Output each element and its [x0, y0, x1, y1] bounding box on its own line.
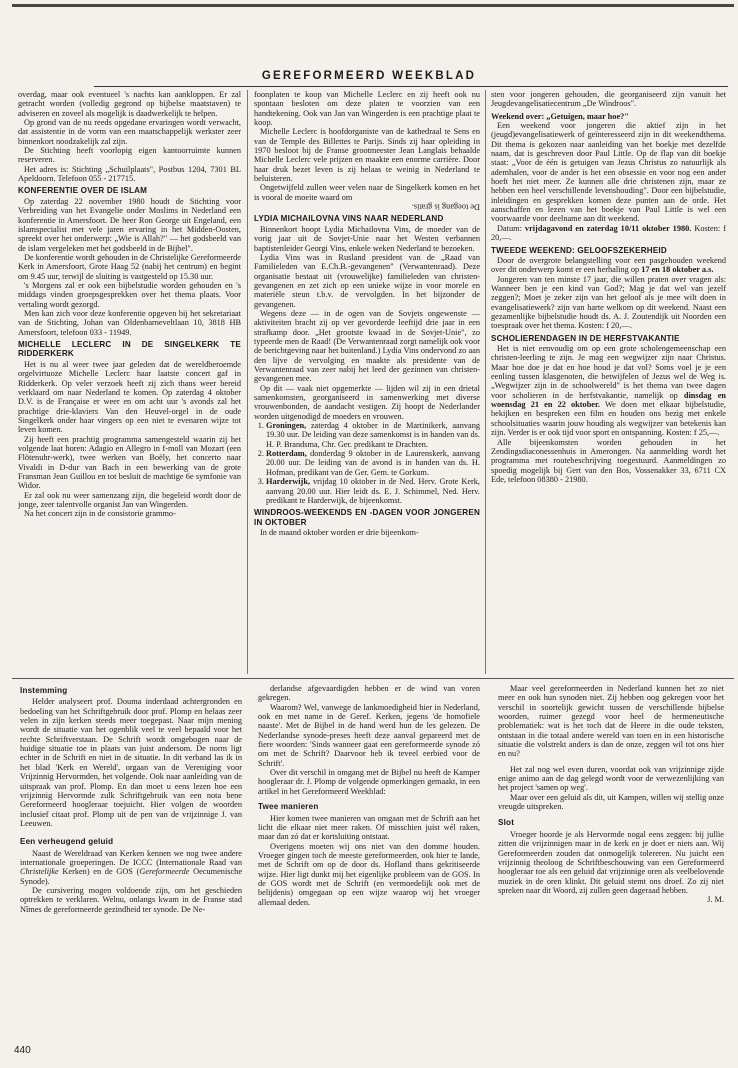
section-heading: Een verheugend geluid [20, 837, 114, 847]
section-heading: TWEEDE WEEKEND: GELOOFSZEKERHEID [491, 245, 667, 255]
section-heading: WINDROOS-WEEKENDS EN -DAGEN VOOR JONGEREN IN OKTOBER [254, 508, 480, 527]
paragraph: Lydia Vins was in Rusland president van de „Raad van Familieleden van E.Ch.B.-gevangenen" (Verwantenraad). Deze organisatie bestaat uit (vrouwelijke) familieleden van christen-gevangenen en zet zich op een unieke wijze in voor morele en materiële steun t.b.v. de vervolgden. In het bijzonder de gevangenen. [254, 252, 480, 309]
paragraph: foonplaten te koop van Michelle Leclerc en zij heeft ook nu spontaan besloten om deze platen te voorzien van een handtekening. Ook van Jan van Wingerden is een prachtige plaat te koop. [254, 90, 480, 128]
section-heading: SCHOLIERENDAGEN IN DE HERFSTVAKANTIE [491, 333, 680, 343]
paragraph: Datum: vrijdagavond en zaterdag 10/11 oktober 1980. Kosten: f 20,—. [491, 223, 726, 243]
paragraph: Naast de Wereldraad van Kerken kennen we nog twee andere internationale groeperingen. De ICCC (Internationale Raad van Christelijke Kerken) en de GOS (Gereformeerde Oecumenische Synode). [20, 848, 242, 886]
section-heading: Twee manieren [258, 802, 319, 812]
top-border [12, 4, 734, 7]
paragraph: Men kan zich voor deze konferentie opgeven bij het sekretariaat van de Stichting, Johan van Oldenbarneveltlaan 10, 3818 HB Amersfoort, telefoon 033 - 11949. [18, 308, 241, 337]
paragraph: De Stichting heeft voorlopig eigen kantoorruimte kunnen reserveren. [18, 146, 241, 165]
upper-column-3 [491, 90, 726, 676]
paragraph: Ongetwijfeld zullen weer velen naar de Singelkerk komen en het is vooral de moeite waard om [254, 183, 480, 202]
masthead: GEREFORMEERD WEEKBLAD [261, 70, 477, 82]
column-rule [485, 90, 486, 674]
section-heading: MICHELLE LECLERC IN DE SINGELKERK TE RIDDERKERK [18, 340, 241, 359]
lower-column-2 [258, 684, 480, 1036]
paragraph: Over dit verschil in omgang met de Bijbel nu heeft de Kamper hoogleraar dr. J. Plomp de volgende opmerkingen gemaakt, in een artikel in het Gereformeerd Weekblad: [258, 768, 480, 796]
paragraph: Michelle Leclerc is hoofdorganiste van de kathedraal te Sens en van de Temple des Billettes te Parijs. Sinds zij haar opleiding in 1970 besloot bij de Franse grootmeester Jean Langlais behaalde Michelle Leclerc vele prijzen en maakte een enorme carrière. Door haar druk bezet leven is zij helaas te weinig in Nederland te beluisteren. [254, 127, 480, 184]
paragraph: Vroeger hoorde je als Hervormde nogal eens zeggen: bij jullie zitten die vrijzinnigen maar in de kerk en je doet er niets aan. Wij Gereformeerden zouden dat onmogelijk tolereren. Nu juicht een vrijzinnig theoloog de Schriftbeschouwing van een Gereformeerd hoogleraar toe als een geluid dat vrijzinnige oren als veelbelovende muziek in de oren klinkt. Dit geluid stemt ons droef. Zo zij niet spreken naar dit Woord, zij zullen geen dageraad hebben. [498, 829, 724, 895]
paragraph: Het zal nog wel even duren, voordat ook van vrijzinnige zijde enige animo aan de dag gelegd wordt voor de verwezenlijking van het project 'samen op weg'. [498, 764, 724, 793]
upside-down-line: De toegang is gratis. [411, 202, 480, 212]
paragraph: Jongeren van ten minste 17 jaar, die willen praten over vragen als: Wanneer ben je een kind van God?; Mag je dat wel van jezelf zeggen?; Moet je zeker zijn van het geloof als je mee wilt doen in evangelisatiewerk? zijn van harte welkom op dit weekend. Naast een gezamenlijke bijbelstudie houdt ds. A. J. Zoutendijk uit Noorden een toespraak over het thema. Kosten: f 20,—. [491, 274, 726, 331]
paragraph: Er zal ook nu weer samenzang zijn, die begeleid wordt door de jonge, zeer talentvolle organist Jan van Wingerden. [18, 490, 241, 509]
column-rule [247, 90, 248, 674]
paragraph: De konferentie wordt gehouden in de Christelijke Gereformeerde Kerk in Amersfoort, Grote Haag 52 (nabij het centrum) en begint om 9.45 uur, terwijl de sluiting is vastgesteld op 15.30 uur. [18, 252, 241, 281]
paragraph: Maar veel gereformeerden in Nederland kunnen het zo niet meer en ook hun synoden niet. Zij hebben oog gekregen voor het verschil in soortelijk gewicht tussen de verschillende bijbelse woorden, ruimer gezegd voor heel de hermeneutische problematiek: wat is het toch dat de Heere in die oude teksten, ontstaan in die totaal andere wereld van toen en in een historische situatie die volstrekt anders is dan de onze, zeggen wil tot ons hier en nu? [498, 684, 724, 759]
paragraph: De cursivering mogen voldoende zijn, om het geschieden optrekken te verklaren. Welnu, onlangs kwam in de Franse stad Nîmes de gereformeerde gezindheid ter synode. De Ne- [20, 886, 242, 914]
paragraph: Op zaterdag 22 november 1980 houdt de Stichting voor Verbreiding van het Evangelie onder Moslims in Nederland een konferentie in Amersfoort. De heer Ron George uit Engeland, een islamspecialist met vele jaren ervaring in het Midden-Oosten, spreekt over het onderwerp: „Wie is Allah?" — het godsbeeld van de islam vergeleken met het godsbeeld in de Bijbel". [18, 196, 241, 253]
section-divider [12, 678, 734, 679]
list-item: 1. Groningen, zaterdag 4 oktober in de Martinikerk, aanvang 19.30 uur. De leiding van deze samenkomst is in handen van ds. H. P. Brandsma, Chr. Ger. predikant te Drachten. [266, 421, 480, 449]
paragraph: Maar over een geluid als dit, uit Kampen, willen wij stellig onze vreugde uitspreken. [498, 792, 724, 812]
paragraph: Overigens moeten wij ons niet van den domme houden. Vroeger gingen toch de meeste gereformeerden, ook hier te lande, met de Schrift om op de door ds. Hofland thans gekritiseerde wijze. Hier ligt dunkt mij het eigenlijke probleem van de GOS. In de GOS wordt met de Schrift (en vermoedelijk ook met de belijdenis) omgegaan op een wijze waarop wij het vroeger allemaal deden. [258, 841, 480, 907]
paragraph: Helder analyseert prof. Douma inderdaad achtergronden en bedoeling van het Schriftgebruik door prof. Plomp en helaas zeer velen in zijn kerken steeds meer toegepast. Naar mijn mening wordt de situatie van het ogenblik veel te veel bepaald voor het rechte Schriftverstaan. De Schrift wordt omgebogen naar de huidige situatie toe in plaats van juist andersom. De norm ligt echter in de Schrift en niet in de situatie. In dit verband las ik in het blad 'Kerk en Wereld', orgaan van de Vereniging voor Vrijzinnig Hervormden, het volgende. Ook naar aanleiding van de uitspraak van prof. Plomp. En dan moet u eens lezen hoe een vrijzinnig Hervormde zulk Schriftgebruik van een nota bene Gereformeerd hoogleraar toejuicht. Hier volgen de woorden inclusief citaat prof. Plomp uit de pen van de vrijzinnige J. van Leeuwen. [20, 697, 242, 828]
list-item: 2. Rotterdam, donderdag 9 oktober in de Laurenskerk, aanvang 20.00 uur. De leiding van de avond is in handen van ds. H. Hofman, predikant van de Ger. Gem. te Gorkum. [266, 449, 480, 477]
paragraph: Alle bijeenkomsten worden gehouden in het Zendingsdiaconessenhuis in Amerongen. Na aanmelding wordt het programma met routebeschrijving toegestuurd. Aanmeldingen zo spoedig mogelijk bij Gert van den Bos, Vossenakker 33, 6711 CX Ede, telefoon 08380 - 21980. [491, 437, 726, 484]
upper-column-1 [18, 90, 241, 676]
section-heading: Slot [498, 818, 515, 828]
paragraph: In de maand oktober worden er drie bijeenkom- [260, 528, 419, 537]
upper-column-2 [254, 90, 480, 676]
subheading: Weekend over: „Getuigen, maar hoe?" [491, 111, 629, 121]
list-item: 3. Harderwijk, vrijdag 10 oktober in de Ned. Herv. Grote Kerk, aanvang 20.00 uur. Hier leidt ds. E. J. Schimmel, Ned. Herv. predikant te Harderwijk, de bijeenkomst. [266, 477, 480, 505]
paragraph: 's Morgens zal er ook een bijbelstudie worden gehouden en 's middags vinden groepsgesprekken over het thema plaats. Voor vertaling wordt gezorgd. [18, 280, 241, 309]
paragraph: Het is nu al weer twee jaar geleden dat de wereldberoemde orgelvirtuoze Michelle Leclerc haar laatste concert gaf in Ridderkerk. Op veler verzoek heeft zij zich thans weer bereid verklaard om naar Nederland te komen. Op zaterdag 4 oktober D.V. is de Française er weer en om acht uur 's avonds zal het prachtige drie-klaviers Van den Heuvel-orgel in de oude Singelkerk onder haar vingers op een niet te evenaren wijze tot leven komen. [18, 359, 241, 435]
paragraph: Een weekend voor jongeren die aktief zijn in het (jeugd)evangelisatiewerk of geïnteresseerd zijn in dit weekendthema. Dit thema is gekozen naar aanleiding van het boekje met dezelfde naam, dat is geschreven door Paul Little. Op de flap van dit boekje staat: „Voor de één is getuigen van Jezus Christus zo natuurlijk als ademhalen, voor de ander is het een obsessie en voor nog een ander hoeft het niet meer. Ze kunnen alle drie christenen zijn, maar ze hebben een heel verschillende levenshouding". Door een bijbelstudie, inleidingen en gesprekken komen deze punten aan de orde. Het aanschaffen en lezen van het boekje van Paul Little is wel een voorwaarde voor deelname aan dit weekend. [491, 121, 726, 224]
paragraph: Door de overgrote belangstelling voor een pasgehouden weekend over dit onderwerp komt er een herhaling op 17 en 18 oktober a.s. [491, 255, 726, 275]
masthead-rule [94, 86, 728, 87]
paragraph: Op dit — vaak niet opgemerkte — lijden wil zij in een drietal samenkomsten, georganiseerd in samenwerking met diverse vrouwenbonden, de aandacht vestigen. Zij hoopt de Nederlander worden uitgenodigd de moeders en vrouwen. [254, 383, 480, 421]
section-heading: Instemming [20, 686, 68, 695]
paragraph: derlandse afgevaardigden hebben er de wind van voren gekregen. [258, 684, 480, 703]
paragraph: Hier komen twee manieren van omgaan met de Schrift aan het licht die elkaar niet meer raken. Of misschien juist wél raken, maar dan zó dat er kortsluiting ontstaat. [258, 813, 480, 842]
paragraph: Het adres is: Stichting „Schuilplaats", Postbus 1204, 7301 BL Apeldoorn. Telefoon 055 - 217715. [18, 164, 241, 184]
page-number: 440 [14, 1045, 31, 1056]
section-heading: LYDIA MICHAILOVNA VINS NAAR NEDERLAND [254, 214, 444, 224]
lower-column-1 [20, 684, 242, 1036]
section-heading: KONFERENTIE OVER DE ISLAM [18, 186, 148, 196]
paragraph: Zij heeft een prachtig programma samengesteld waarin zij het volgende laat horen: Adagio en Allegro in f-moll van Mozart (een Flötenuhr-werk), twee werken van Boëly, het concerto naar Vivaldi in D-dur van Bach in een bewerking van de grote Fransman Jean Guillou en tot besluit de machtige 6e symfonie van Widor. [18, 434, 241, 491]
meeting-list [254, 421, 480, 505]
paragraph: Wegens deze — in de ogen van de Sovjets ongewenste — aktiviteiten bracht zij op ver gevorderde leeftijd drie jaar in een strafkamp door. „Het grootste kwaad in de Sovjet-Unie", zo typeerde men de Raad! (De Verwantenraad zorgt namelijk ook voor de berichtgeving naar het buitenland.) Lydia Vins ondervond zo aan den lijve de vervolging en maakte als presidente van de Verwantenraad van zeer nabij het leed der gezinnen van christen-gevangenen mee. [254, 308, 480, 384]
paragraph: overdag, maar ook eventueel 's nachts kan aankloppen. Er zal getracht worden (volledig gegrond op bijbelse maatstaven) te adviseren en zoveel als mogelijk is daadwerkelijk te helpen. [18, 90, 241, 118]
paragraph: Waarom? Wel, vanwege de lankmoedigheid hier in Nederland, ook en met name in de Geref. Kerken, jegens 'de homofiele naaste'. Met de Bijbel in de hand werd hun de les gelezen. De Nederlandse synode-preses heeft deze aanval gepareerd met de fiere woorden: 'Sinds wanneer gaat een gereformeerde synode zó om met de Schrift? Daarvoor heb ik teveel eerbied voor de Schrift'. [258, 702, 480, 768]
paragraph: Binnenkort hoopt Lydia Michailovna Vins, de moeder van de vorig jaar uit de Sovjet-Unie naar het Westen verbannen baptistenleider Georgi Vins, enkele weken Nederland te bezoeken. [254, 224, 480, 253]
paragraph: Het is niet eenvoudig om op een grote scholengemeenschap een christen-leerling te zijn. Je mag een wegwijzer zijn naar Christus. Maar hoe doe je dat en hoe houd je dat vol? Soms voel je je een eenling tussen klasgenoten, die betwijfelen of Jezus wel de Weg is. „Wegwijzer zijn in de schoolwereld" is het thema van twee dagen voor scholieren in de herfstvakantie, namelijk op dinsdag en woensdag 21 en 22 oktober. We doen met elkaar bijbelstudie, bekijken en bespreken een film en houden ons bezig met enkele schoolsituaties waarin jouw houding als wegwijzer van betekenis kan zijn. Verder is er ook tijd voor sport en ontspanning. Kosten: f 25,—. [491, 344, 726, 438]
lower-column-3 [498, 684, 724, 1036]
signature: J. M. [707, 895, 724, 905]
paragraph: sten voor jongeren gehouden, die georganiseerd zijn vanuit het Jeugdevangelisatiecentrum „De Windroos". [491, 90, 726, 109]
paragraph: Na het concert zijn in de consistorie grammo- [24, 509, 176, 519]
paragraph: Op grond van de nu reeds opgedane ervaringen wordt verwacht, dat assistentie in de vorm van een maatschappelijk werkster zeer binnenkort noodzakelijk zal zijn. [18, 118, 241, 146]
